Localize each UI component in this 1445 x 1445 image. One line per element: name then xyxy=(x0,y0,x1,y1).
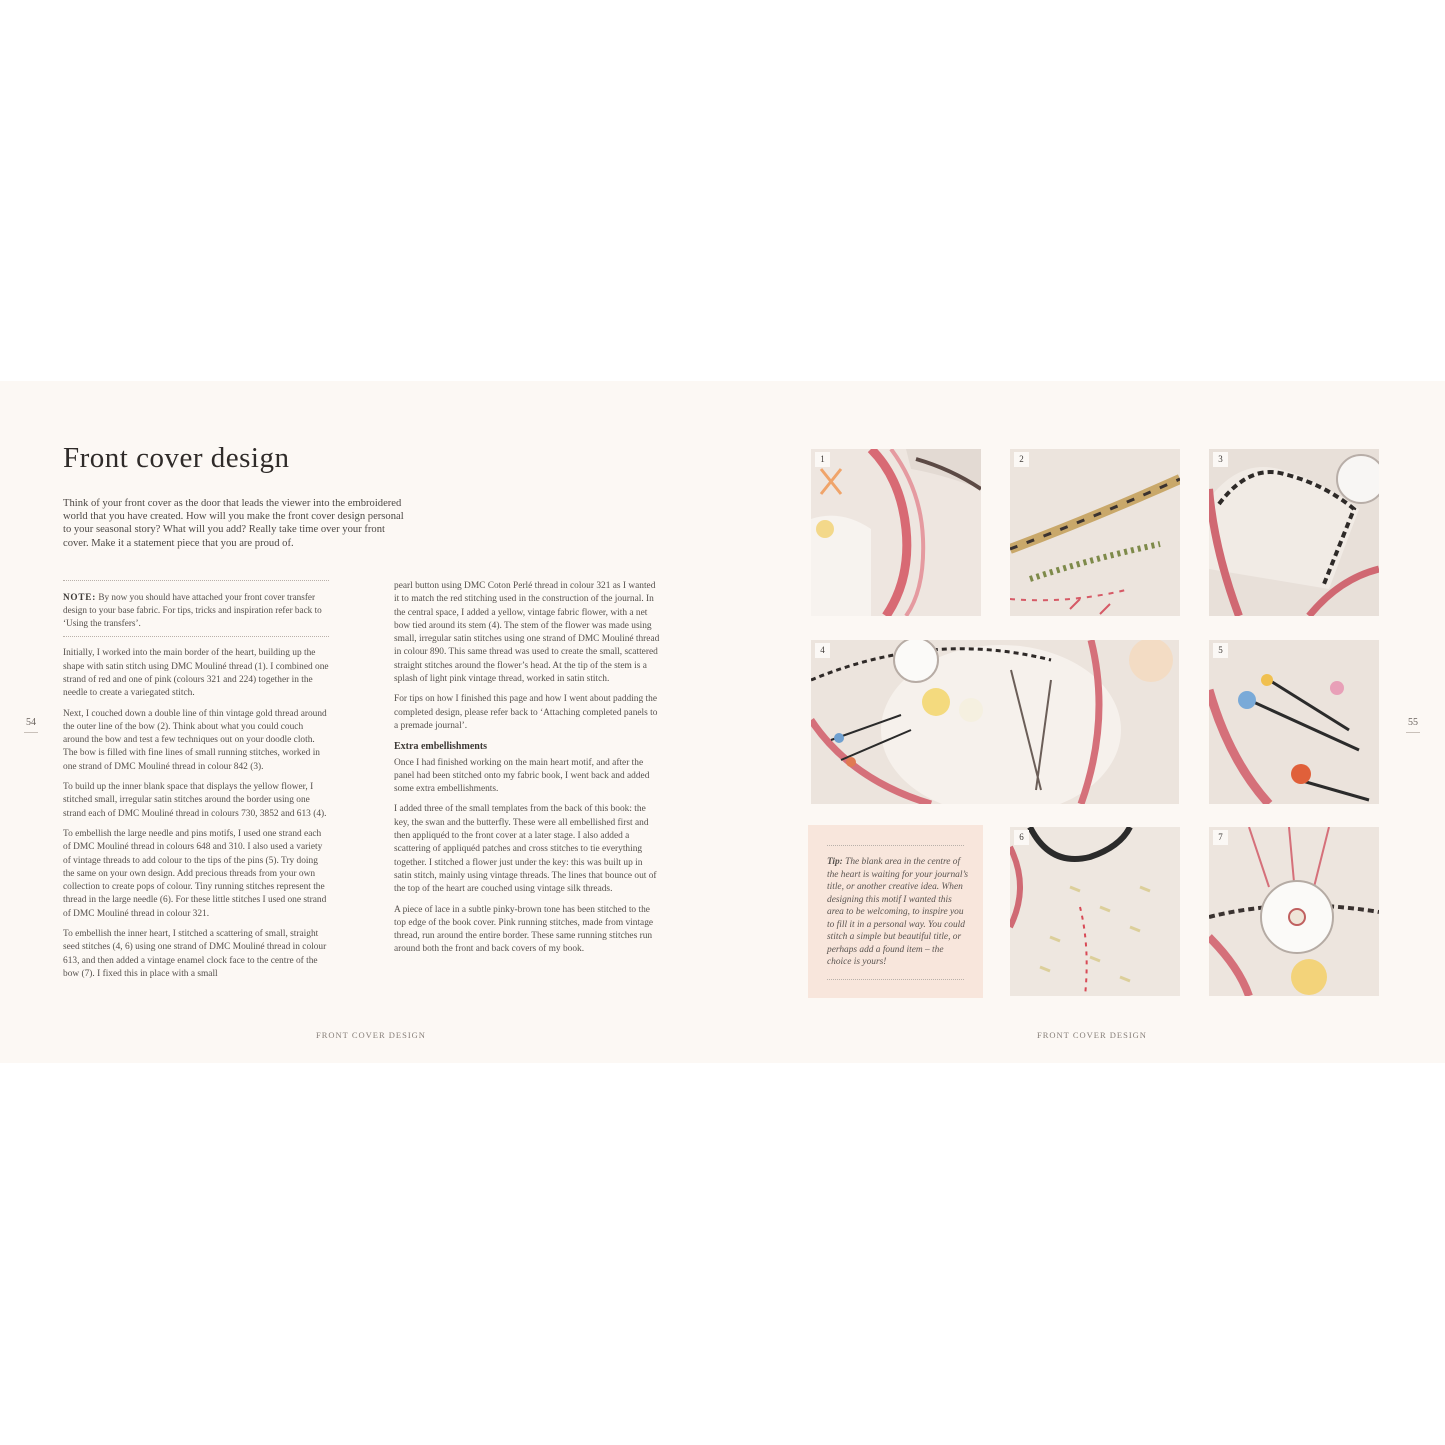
paragraph: Once I had finished working on the main heart motif, and after the panel had been stitched onto my fabric book, I went back and added some extra embellishments. xyxy=(394,757,650,795)
photo-number: 6 xyxy=(1014,830,1029,845)
photo-number: 4 xyxy=(815,643,830,658)
note-box xyxy=(63,581,329,636)
divider xyxy=(63,636,329,637)
note-text: By now you should have attached your front cover transfer design to your base fabric. For tips, tricks and inspiration refer back to ‘Using the transfers’. xyxy=(63,592,322,628)
paragraph: Initially, I worked into the main border of the heart, building up the shape with satin stitch using DMC Mouliné thread (1). I combined one strand of red and one of pink (colours 321 and 224) together in the needle to create a variegated stitch. xyxy=(63,648,329,699)
photo-number: 5 xyxy=(1213,643,1228,658)
paragraph: For tips on how I finished this page and how I went about padding the completed design, please refer back to ‘Attaching completed panels to a premade journal’. xyxy=(394,694,658,731)
running-footer-right: FRONT COVER DESIGN xyxy=(1037,1030,1147,1040)
running-footer-left: FRONT COVER DESIGN xyxy=(316,1030,426,1040)
embroidery-photo-7 xyxy=(1209,827,1379,996)
paragraph: pearl button using DMC Coton Perlé thread in colour 321 as I wanted it to match the red stitching used in the construction of the journal. In the central space, I added a yellow, vintage fabric flower, with a net bow tied around its stem (4). The stem of the flower was made using small, irregular satin stitches using one strand of DMC Mouliné thread in colour 890. This same thread was used to create the small, scattered straight stitches around the flower’s head. At the tip of the stem is a splash of light pink vintage thread, worked in satin stitch. xyxy=(394,581,660,685)
text-column-2 xyxy=(394,580,660,964)
paragraph: Next, I couched down a double line of thin vintage gold thread around the outer line of the bow (2). Think about what you could couch around the bow and test a few techniques out on your doodle cloth. The bow is filled with fine lines of small running stitches, worked in one strand of DMC Mouliné thread in colour 842 (3). xyxy=(63,708,327,772)
embroidery-photo-2 xyxy=(1010,449,1180,616)
section-subheading: Extra embellishments xyxy=(394,741,488,753)
page-title: Front cover design xyxy=(63,442,290,474)
photo-number: 7 xyxy=(1213,830,1228,845)
tip-text xyxy=(827,856,969,969)
page-number-left: 54 xyxy=(23,717,39,733)
embroidery-image xyxy=(1209,449,1379,616)
embroidery-photo-1 xyxy=(811,449,981,616)
embroidery-image xyxy=(811,449,981,616)
photo-number: 1 xyxy=(815,452,830,467)
paragraph: A piece of lace in a subtle pinky-brown tone has been stitched to the top edge of the book cover. Pink running stitches, made from vintage thread, run around the entire border. These same running stitches run around both the front and back covers of my book. xyxy=(394,904,654,955)
paragraph: To embellish the large needle and pins motifs, I used one strand each of DMC Mouliné thread in colours 648 and 310. I also used a variety of vintage threads to add colour to the tips of the pins (5). Try doing the same on your own design. Add precious threads from your own collection to create pops of colour. Tiny running stitches represent the thread in the large needle (6). For these little stitches I used one strand of DMC Mouliné thread in colour 321. xyxy=(63,828,327,919)
embroidery-image xyxy=(1209,640,1379,804)
paragraph: To build up the inner blank space that displays the yellow flower, I stitched small, irregular satin stitches around the border using one strand each of DMC Mouliné thread in colours 730, 3852 and 613 (4). xyxy=(63,782,327,819)
divider xyxy=(827,979,964,980)
text-column-1 xyxy=(63,580,329,988)
tip-label: Tip: xyxy=(827,857,843,867)
paragraph: I added three of the small templates from the back of this book: the key, the swan and the butterfly. These were all embellished first and then appliquéd to the front cover at a later stage. I also added a scattering of appliquéd patches and cross stitches to tie everything together. I stitched a flower just under the key: this was built up in satin stitch, mainly using vintage threads. The lines that bounce out of the top of the heart are couched using vintage silk threads. xyxy=(394,804,657,895)
note-label: NOTE: xyxy=(63,592,97,602)
embroidery-photo-3 xyxy=(1209,449,1379,616)
tip-box xyxy=(808,825,983,998)
embroidery-photo-4 xyxy=(811,640,1179,804)
paragraph: To embellish the inner heart, I stitched a scattering of small, straight seed stitches (4, 6) using one strand of DMC Mouliné thread in colour 613, and then added a vintage enamel clock face to the centre of the bow (7). I fixed this in place with a small xyxy=(63,929,327,979)
embroidery-image xyxy=(1010,827,1180,996)
photo-number: 3 xyxy=(1213,452,1228,467)
page-number-right: 55 xyxy=(1405,717,1421,733)
intro-paragraph: Think of your front cover as the door that leads the viewer into the embroidered world that you have created. How will you make the front cover design personal to your seasonal story? What will you add? Really take time over your front cover. Make it a statement piece that you are proud of. xyxy=(63,498,404,549)
embroidery-image xyxy=(1010,449,1180,616)
divider xyxy=(827,845,964,846)
embroidery-image xyxy=(811,640,1179,804)
embroidery-image xyxy=(1209,827,1379,996)
embroidery-photo-6 xyxy=(1010,827,1180,996)
tip-body: The blank area in the centre of the heart is waiting for your journal’s title, or another creative idea. When designing this motif I wanted this area to be welcoming, to inspire you to fill it in a personal way. You could stitch a simple but beautiful title, or perhaps add a found item – the choice is yours! xyxy=(827,857,968,967)
photo-number: 2 xyxy=(1014,452,1029,467)
embroidery-photo-5 xyxy=(1209,640,1379,804)
